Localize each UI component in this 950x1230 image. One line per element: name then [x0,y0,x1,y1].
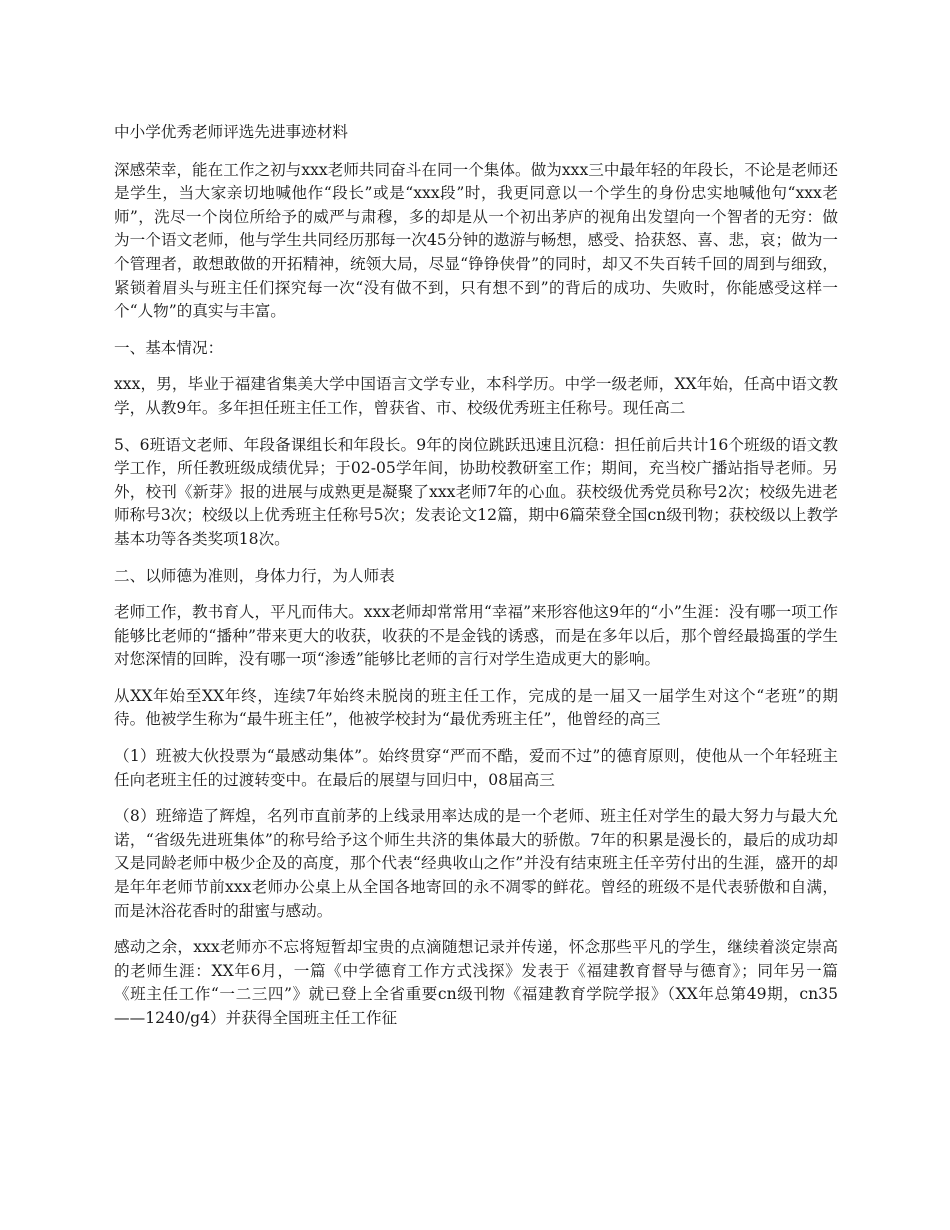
head-teacher-paragraph: 从XX年始至XX年终，连续7年始终未脱岗的班主任工作，完成的是一届又一届学生对这个“老班”的期待。他被学生称为“最牛班主任”，他被学校封为“最优秀班主任”，他曾经的高三 [114,686,838,729]
section-heading-ethics: 二、以师德为准则，身体力行，为人师表 [114,566,395,585]
class-one-paragraph: （1）班被大伙投票为“最感动集体”。始终贯穿“严而不酷，爱而不过”的德育原则，使他从一个年轻班主任向老班主任的过渡转变中。在最后的展望与回归中，08届高三 [114,747,838,789]
publications-paragraph: 感动之余，xxx老师亦不忘将短暂却宝贵的点滴随想记录并传递，怀念那些平凡的学生，继续着淡定崇高的老师生涯：XX年6月，一篇《中学德育工作方式浅探》发表于《福建教育督导与德育》；同年另一篇《班主任工作“一二三四”》就已登上全省重要cn级刊物《福建教育学院学报》（XX年总第49期，cn35——1240/g4）并获得全国班主任工作征 [114,938,838,1027]
intro-paragraph: 深感荣幸，能在工作之初与xxx老师共同奋斗在同一个集体。做为xxx三中最年轻的年段长，不论是老师还是学生，当大家亲切地喊他作“段长”或是“xxx段”时，我更同意以一个学生的身份忠实地喊他句“xxx老师”，洗尽一个岗位所给予的威严与肃穆，多的却是从一个初出茅庐的视角出发望向一个智者的无穷：做为一个语文老师，他与学生共同经历那每一次45分钟的遨游与畅想，感受、拾获怒、喜、悲，哀；做为一个管理者，敢想敢做的开拓精神，统领大局，尽显“铮铮侠骨”的同时，却又不失百转千回的周到与细致，紧锁着眉头与班主任们探究每一次“没有做不到，只有想不到”的背后的成功、失败时，你能感受这样一个“人物”的真实与丰富。 [114,160,838,321]
document-page [114,121,838,1044]
document-title: 中小学优秀老师评选先进事迹材料 [114,123,348,141]
ethics-paragraph: 老师工作，教书育人，平凡而伟大。xxx老师却常常用“幸福”来形容他这9年的“小”生涯：没有哪一项工作能够比老师的“播种”带来更大的收获，收获的不是金钱的诱惑，而是在多年以后，那个曾经最捣蛋的学生对您深情的回眸，没有哪一项“渗透”能够比老师的言行对学生造成更大的影响。 [114,603,838,669]
career-paragraph: 5、6班语文老师、年段备课组长和年段长。9年的岗位跳跃迅速且沉稳：担任前后共计16个班级的语文教学工作，所任教班级成绩优异；于02-05学年间，协助校教研室工作；期间，充当校广播站指导老师。另外，校刊《新芽》报的进展与成熟更是凝聚了xxx老师7年的心血。获校级优秀党员称号2次；校级先进老师称号3次；校级以上优秀班主任称号5次；发表论文12篇，期中6篇荣登全国cn级刊物；获校级以上教学基本功等各类奖项18次。 [114,435,838,548]
section-heading-basic-info: 一、基本情况： [114,338,224,357]
basic-info-paragraph: xxx，男，毕业于福建省集美大学中国语言文学专业，本科学历。中学一级老师，XX年始，任高中语文教学，从教9年。多年担任班主任工作，曾获省、市、校级优秀班主任称号。现任高二 [114,375,838,417]
class-eight-paragraph: （8）班缔造了辉煌，名列市直前茅的上线录用率达成的是一个老师、班主任对学生的最大努力与最大允诺，“省级先进班集体”的称号给予这个师生共济的集体最大的骄傲。7年的积累是漫长的，最后的成功却又是同龄老师中极少企及的高度，那个代表“经典收山之作”并没有结束班主任辛劳付出的生涯，盛开的却是年年老师节前xxx老师办公桌上从全国各地寄回的永不凋零的鲜花。曾经的班级不是代表骄傲和自满，而是沐浴花香时的甜蜜与感动。 [114,807,838,920]
